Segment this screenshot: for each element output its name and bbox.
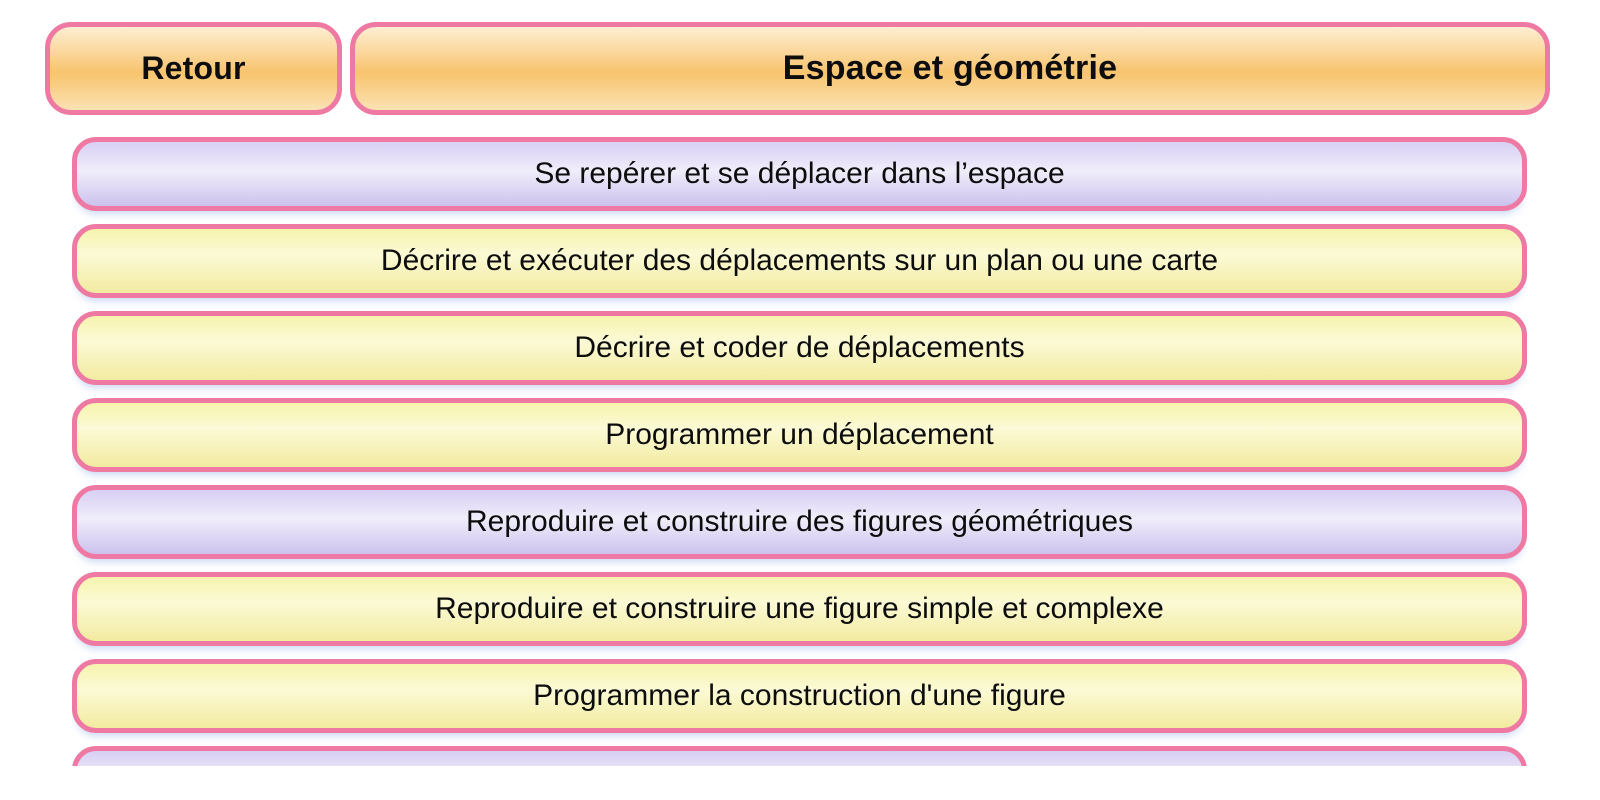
list-item[interactable] [72,311,1527,385]
back-button-label: Retour [141,50,246,86]
list-item[interactable] [72,137,1527,211]
list-item-label: Se repérer et se déplacer dans l’espace [534,157,1065,190]
list-item-label: Décrire et coder de déplacements [574,331,1025,364]
competency-list [72,137,1527,766]
list-item[interactable] [72,659,1527,733]
partially-visible-row-clip [72,746,1527,766]
list-item[interactable] [72,572,1527,646]
list-item-label: Décrire et exécuter des déplacements sur un plan ou une carte [380,244,1219,277]
list-item-label: Programmer un déplacement [605,418,994,451]
header-bar [45,22,1550,115]
list-item[interactable] [72,485,1527,559]
list-item-label: Reproduire et construire une figure simple et complexe [435,592,1164,625]
list-item-partial[interactable] [72,746,1527,766]
list-item[interactable] [72,224,1527,298]
list-item-label: Reproduire et construire des figures géométriques [465,505,1134,538]
list-item-label: Programmer la construction d'une figure [533,679,1066,712]
list-item[interactable] [72,398,1527,472]
back-button[interactable] [45,22,342,115]
page-title: Espace et géométrie [782,49,1118,87]
page-title-bar [350,22,1550,115]
